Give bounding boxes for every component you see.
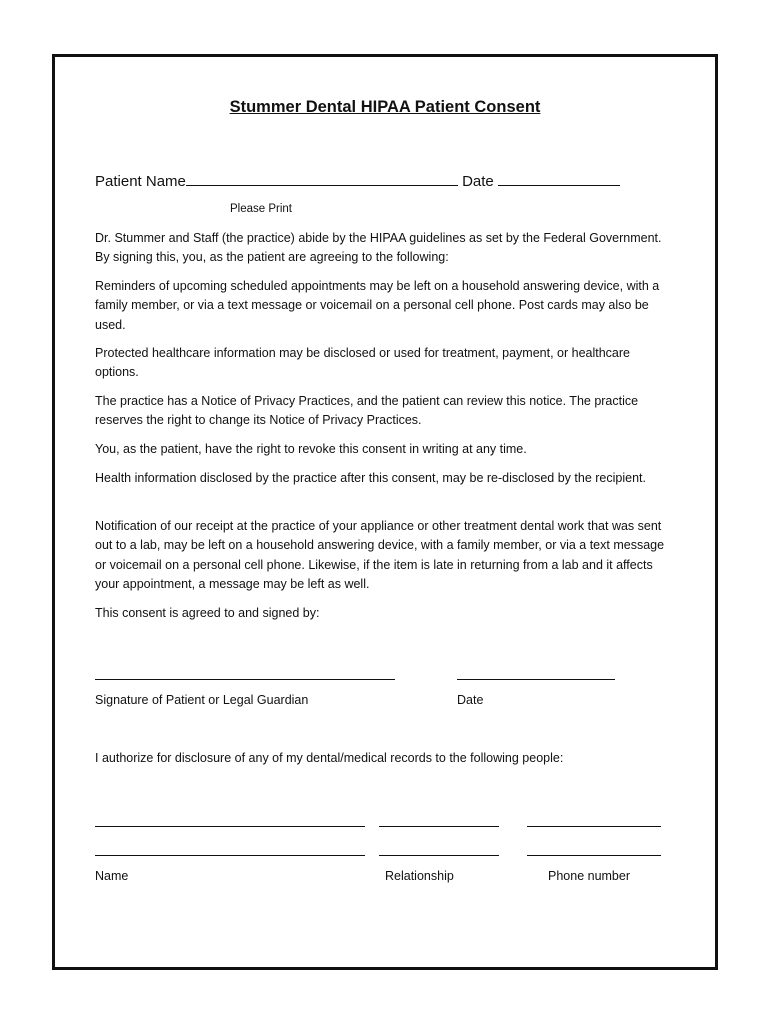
paragraph-consent-agreed: This consent is agreed to and signed by: <box>95 606 320 620</box>
please-print-note: Please Print <box>230 203 293 215</box>
authorized-name-line-1[interactable] <box>95 826 365 827</box>
paragraph-disclosure: Protected healthcare information may be disclosed or used for treatment, payment, or healthcare options. <box>95 346 631 380</box>
paragraph-privacy-notice: The practice has a Notice of Privacy Practices, and the patient can review this notice. The practice reserves the right to change its Notice of Privacy Practices. <box>95 394 639 428</box>
column-name-label: Name <box>95 869 129 883</box>
authorized-name-line-2[interactable] <box>95 855 365 856</box>
authorized-phone-line-1[interactable] <box>527 826 661 827</box>
date-label: Date <box>462 173 494 190</box>
authorize-text: I authorize for disclosure of any of my dental/medical records to the following people: <box>95 751 564 765</box>
form-title: Stummer Dental HIPAA Patient Consent <box>229 98 541 116</box>
patient-name-label: Patient Name <box>95 173 186 190</box>
paragraph-lab-notification: Notification of our receipt at the practice of your appliance or other treatment dental work that was sent out to a lab, may be left on a household answering device, with a family member, or via a text message or voicemail on a personal cell phone. Likewise, if the item is late in returning from a lab and it affects your appointment, a message may be left as well. <box>95 519 665 591</box>
patient-name-field[interactable] <box>186 171 458 186</box>
form-border <box>52 54 718 970</box>
patient-name-row <box>95 171 620 190</box>
signature-date-line[interactable] <box>457 679 615 680</box>
column-phone-label: Phone number <box>548 869 631 883</box>
signature-date-label: Date <box>457 693 484 707</box>
paragraph-guidelines: Dr. Stummer and Staff (the practice) abide by the HIPAA guidelines as set by the Federal Government. By signing this, you, as the patient are agreeing to the following: <box>95 231 662 265</box>
authorized-relationship-line-2[interactable] <box>379 855 499 856</box>
authorized-relationship-line-1[interactable] <box>379 826 499 827</box>
signature-line[interactable] <box>95 679 395 680</box>
paragraph-reminders: Reminders of upcoming scheduled appointments may be left on a household answering device, with a family member, or via a text message or voicemail on a personal cell phone. Post cards may also be used. <box>95 279 660 332</box>
signature-label: Signature of Patient or Legal Guardian <box>95 693 309 707</box>
authorized-phone-line-2[interactable] <box>527 855 661 856</box>
paragraph-redisclosed: Health information disclosed by the practice after this consent, may be re-disclosed by the recipient. <box>95 471 646 485</box>
column-relationship-label: Relationship <box>385 869 454 883</box>
paragraph-revoke: You, as the patient, have the right to revoke this consent in writing at any time. <box>95 442 527 456</box>
date-field[interactable] <box>498 171 620 186</box>
